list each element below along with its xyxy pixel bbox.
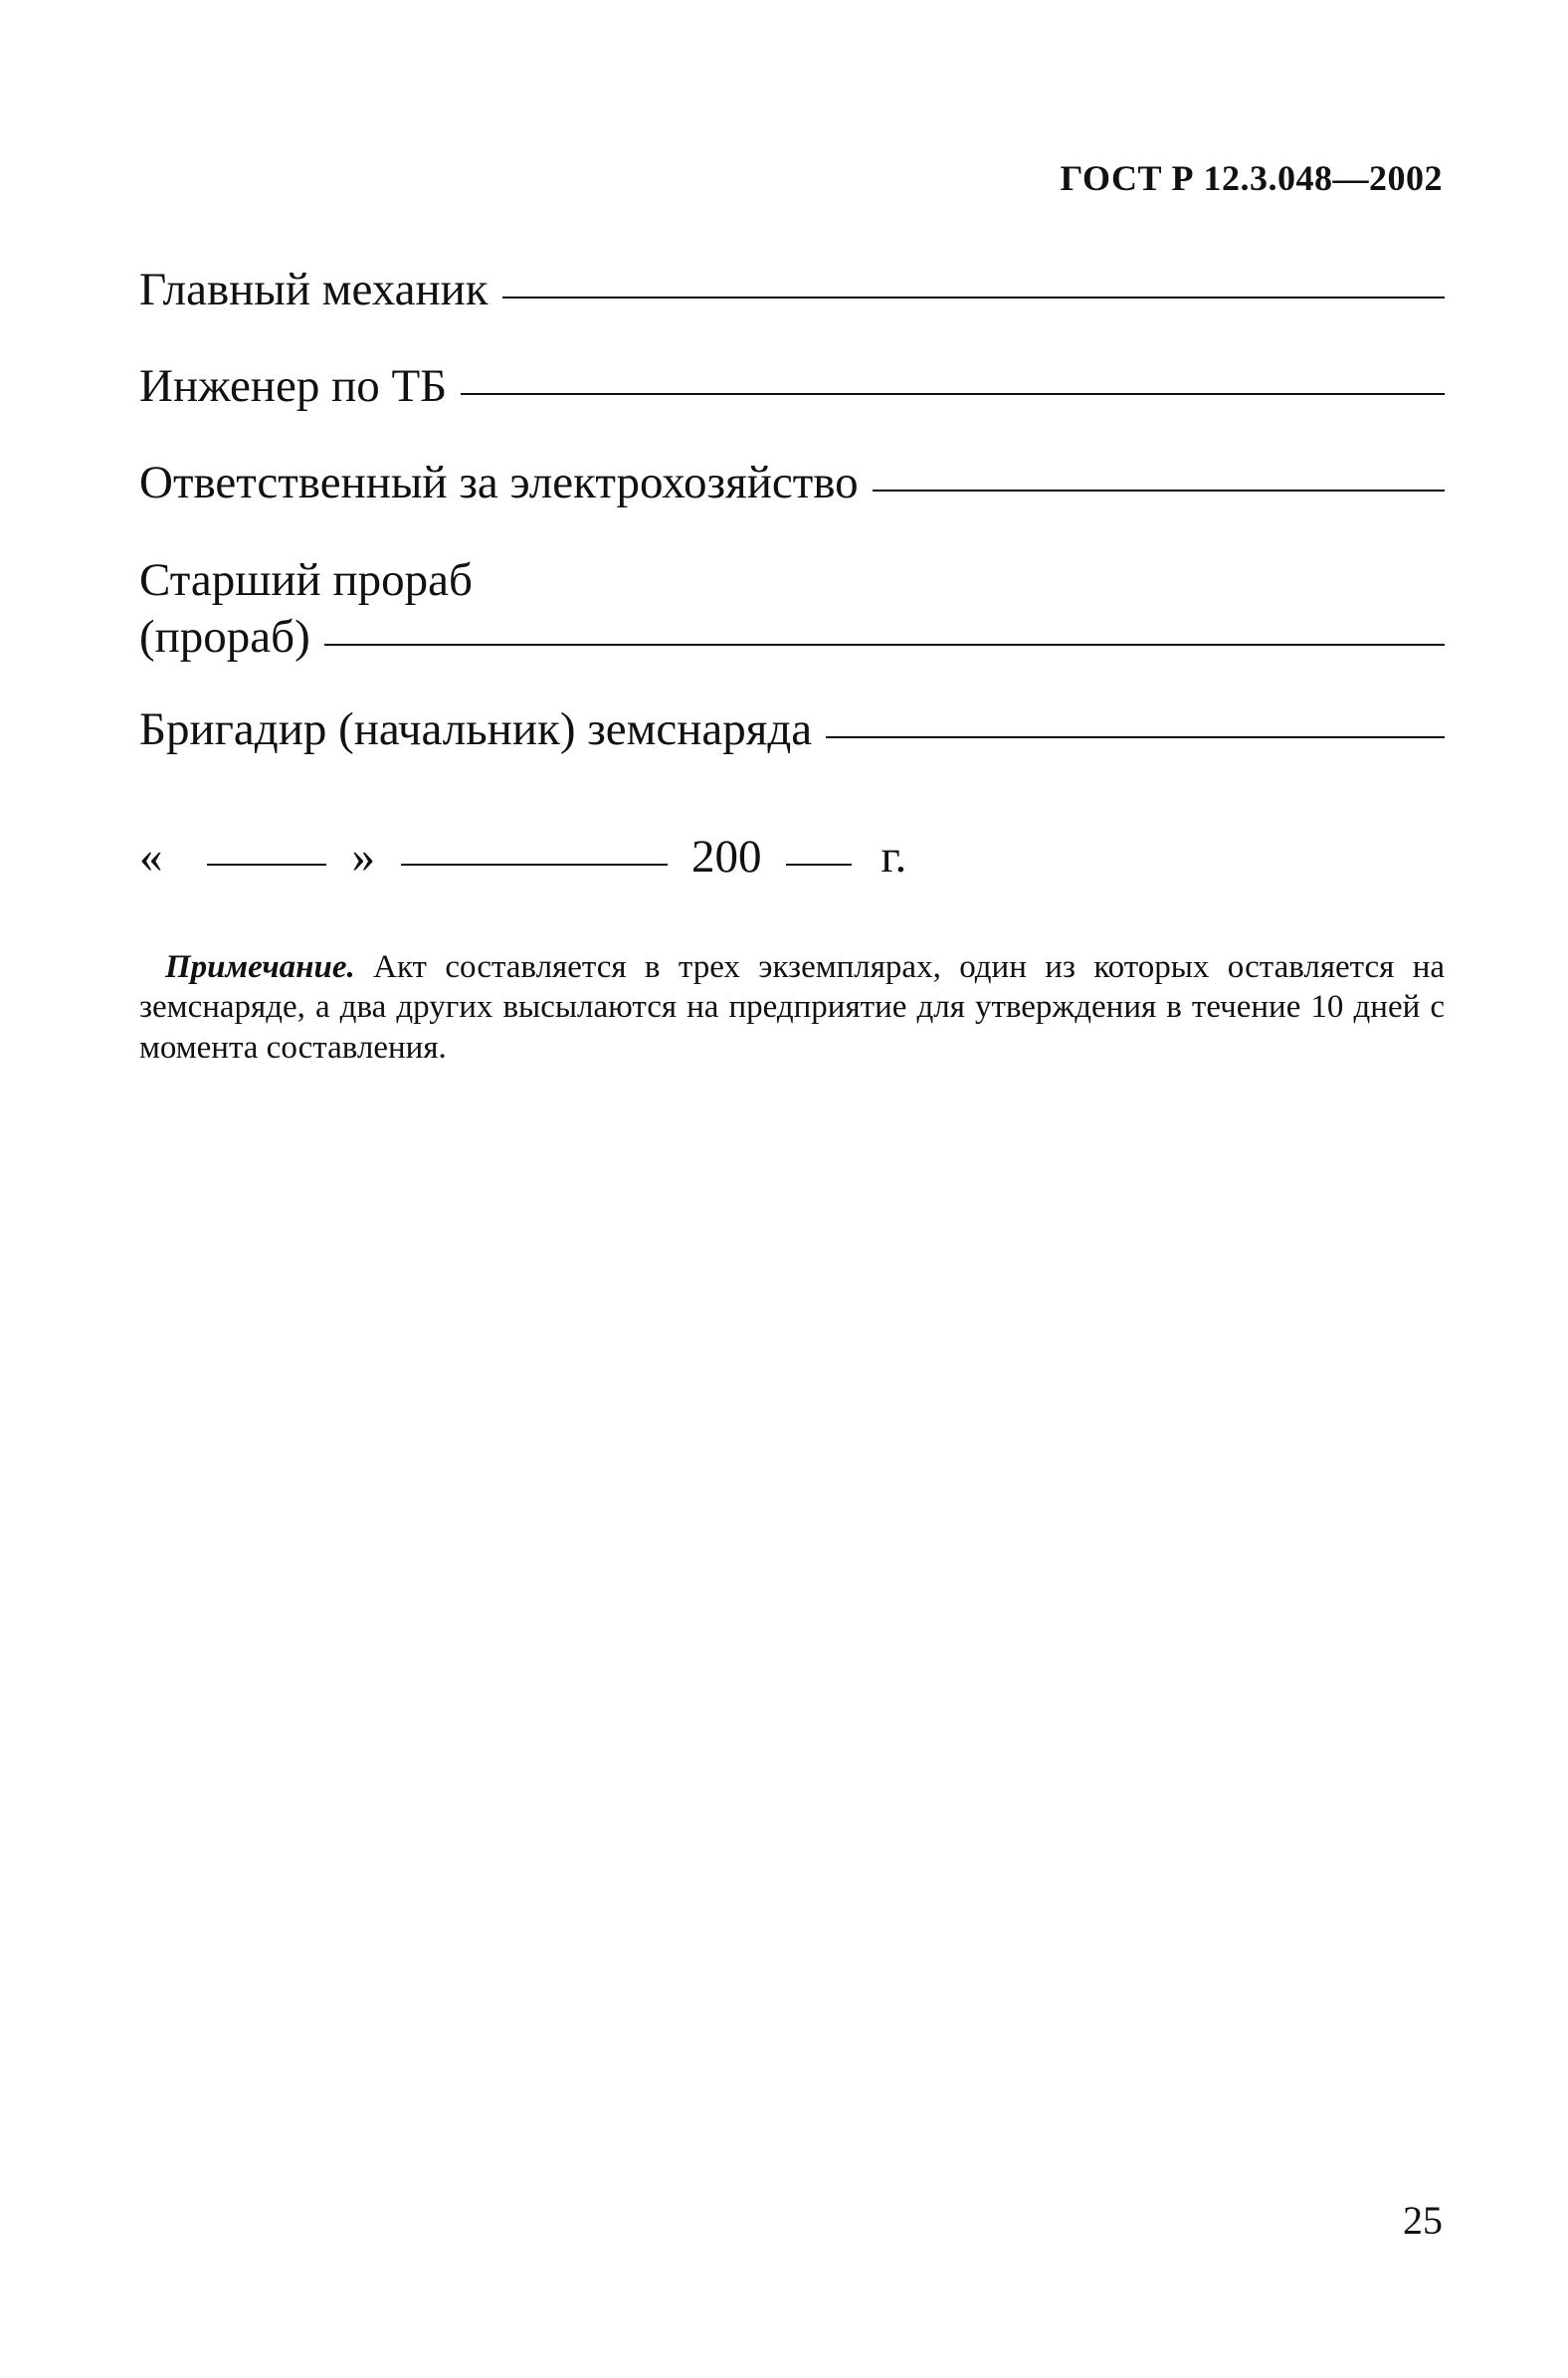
signature-row-chief-mechanic [139, 264, 1445, 315]
signature-row-foreman [139, 554, 1445, 663]
note-text: Акт составляется в трех экземплярах, один из которых оставляется на земснаряде, а два других высылаются на предприятие для утверждения в течение 10 дней с момента составления. [139, 949, 1445, 1066]
page-number: 25 [1403, 2198, 1443, 2243]
signature-label: Главный механик [139, 264, 489, 315]
signature-blank [502, 296, 1445, 298]
close-quote: » [351, 831, 375, 883]
year-blank [786, 863, 852, 866]
day-blank [207, 863, 326, 866]
year-prefix: 200 [691, 831, 762, 883]
signature-label: Ответственный за электрохозяйство [139, 457, 859, 508]
document-standard-code: ГОСТ Р 12.3.048—2002 [1060, 158, 1443, 198]
month-blank [401, 863, 668, 866]
signature-label: Бригадир (начальник) земснаряда [139, 703, 813, 755]
signature-blank [461, 392, 1445, 395]
signature-row-safety-engineer [139, 360, 1445, 412]
note-label: Примечание. [165, 949, 355, 985]
signature-blank [826, 735, 1445, 738]
date-line [139, 831, 907, 883]
year-suffix: г. [881, 831, 907, 883]
signature-blank [873, 489, 1445, 492]
signature-blank [324, 643, 1445, 646]
signature-label: (прораб) [139, 611, 310, 663]
signature-label-row [139, 611, 1445, 663]
signature-label: Старший прораб [139, 554, 473, 606]
open-quote: « [139, 831, 163, 883]
note-paragraph [139, 947, 1445, 1068]
signature-row-electrical-manager [139, 457, 1445, 508]
signature-row-dredge-lead [139, 703, 1445, 755]
signature-label: Инженер по ТБ [139, 360, 448, 412]
